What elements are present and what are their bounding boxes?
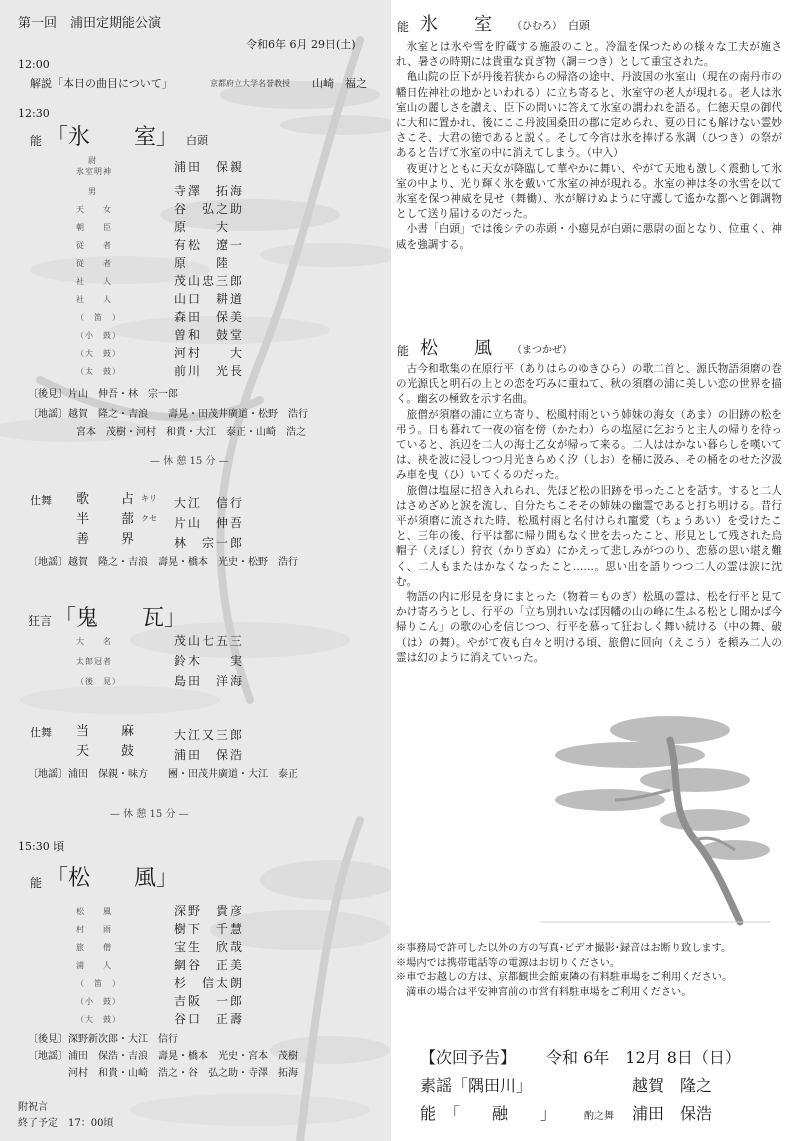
role-label: 大 名 [76,637,112,646]
role-label: 氷室明神 [76,167,112,176]
play1-subtitle: 白頭 [186,134,208,147]
shimai-title: 半 蔀 [76,512,137,527]
time-lecture: 12:00 [18,58,50,71]
desc2-reading: （まつかぜ） [512,345,572,356]
role-label: 尉 [88,156,97,165]
role-label: （小 鼓） [76,331,121,340]
cast-name: 浦田 保浩 [174,748,245,762]
time-play1: 12:30 [18,107,50,120]
lecture-speaker: 山崎 福之 [312,77,367,90]
cast-name: 島田 洋海 [174,674,245,688]
desc2-category: 能 [397,344,410,358]
cast-name: 河村 大 [174,346,245,360]
role-label: 太郎冠者 [76,657,112,666]
desc1-reading: （ひむろ） [512,21,562,32]
role-label: （太 鼓） [76,367,121,376]
paragraph: 古今和歌集の在原行平（ありはらのゆきひら）の歌二首と、源氏物語須磨の巻の光源氏と明石の上との恋を巧みに重ねて、秋の須磨の浦に美しい恋の世界を描く。幽玄の極致を示す名曲。 [396,363,782,406]
shimai2-title: 天 鼓 [76,744,137,759]
cast-name: 谷 弘之助 [174,202,245,216]
cast-name: 有松 遼一 [174,238,245,252]
role-label: 浦 人 [76,961,112,970]
cast-name: 茂山七五三 [174,634,245,648]
shimai2-category: 仕舞 [30,726,52,739]
cast-name: 寺澤 拓海 [174,184,245,198]
play1-title: 「氷 室」 [46,125,179,150]
cast-name: 原 陸 [174,256,231,270]
cast-name: 森田 保美 [174,310,245,324]
next-program-suutai: 素謡「隅田川」 [420,1076,533,1095]
shimai-jiutai: 〔地謡〕越賀 隆之・吉浪 壽晃・橋本 光史・松野 浩行 [28,557,298,568]
pine-tree-illustration [520,700,780,930]
next-program-noh: 能 「 融 」 [420,1104,557,1123]
program-title: 第一回 浦田定期能公演 [18,16,162,31]
play2-category: 能 [30,876,43,890]
shimai-title: 歌 占 [76,492,137,507]
cast-name: 曽和 鼓堂 [174,328,245,342]
role-label: 従 者 [76,241,112,250]
notice-item: ※場内では携帯電話等の電源はお切りください。 [396,957,621,969]
next-performer-2: 浦田 保浩 [632,1104,713,1123]
cast-name: 深野 貴彦 [174,904,245,918]
performance-date: 令和6年 6月 29日(土) [246,38,356,51]
cast-name: 杉 信太朗 [174,976,245,990]
lecture-title: 解説「本日の曲目について」 [30,77,173,90]
shimai-title: 善 界 [76,532,137,547]
shimai-suffix: クセ [141,514,157,523]
cast-name: 谷口 正壽 [174,1012,245,1026]
role-label: 村 雨 [76,925,112,934]
cast-name: 前川 光長 [174,364,245,378]
next-label: 【次回予告】 [420,1048,517,1067]
kyogen-title: 「鬼 瓦」 [54,606,187,631]
paragraph: 物語の内に形見を身にまとった（物着＝ものぎ）松風の霊は、松を行平と見てかけ寄ろうとし、行平の「立ち別れいなば因幡の山の峰に生ふる松とし聞かば今帰りこん」の歌の心を信じつつ、行平を慕って狂おしく舞い続ける（中の舞、破（は）の舞）。やがて夜も白々と明ける頃、旅僧に回向（えこう）を頼み二人の霊は幻のように消えていった。 [396,591,782,664]
role-label: （ 笛 ） [76,313,121,322]
play1-jiutai: 〔地謡〕越賀 隆之・吉浪 壽晃・田茂井廣道・松野 浩行 [28,409,308,420]
cast-name: 山口 耕道 [174,292,245,306]
role-label: 社 人 [76,277,112,286]
time-play2: 15:30 頃 [18,840,65,853]
paragraph: 氷室とは氷や雪を貯蔵する施設のこと。冷温を保つための様々な工夫が施され、暑さの時期には貴重な貢ぎ物（調＝つき）として重宝された。 [396,41,782,69]
cast-name: 原 大 [174,220,231,234]
play2-title: 「松 風」 [46,866,179,891]
desc1-category: 能 [397,20,410,34]
cast-name: 林 宗一郎 [174,536,245,550]
desc1-title: 氷 室 [420,14,492,35]
shimai-category: 仕舞 [30,494,52,507]
break-1: — 休 憩 15 分 — [150,456,229,467]
play2-jiutai: 〔地謡〕浦田 保浩・吉浪 壽晃・橋本 光史・宮本 茂樹 [28,1051,298,1062]
cast-name: 宝生 欣哉 [174,940,245,954]
desc1-subtitle: 白頭 [568,19,590,32]
role-label: 男 [88,187,97,196]
next-date: 令和 6年 12月 8日（日） [546,1048,741,1067]
play1-kouken: 〔後見〕片山 伸吾・林 宗一郎 [28,389,178,400]
shimai-suffix: キリ [141,494,157,503]
break-2: — 休 憩 15 分 — [110,809,189,820]
cast-name: 樹下 千慧 [174,922,245,936]
cast-name: 大江又三郎 [174,728,245,742]
shimai2-jiutai: 〔地謡〕浦田 保親・味方 團・田茂井廣道・大江 泰正 [28,769,298,780]
next-performer-1: 越賀 隆之 [632,1076,713,1095]
notice-item: ※事務局で許可した以外の方の写真･ビデオ撮影･録音はお断り致します。 [396,943,732,954]
paragraph: 夜更けとともに天女が降臨して華やかに舞い、やがて天地も激しく震動して氷室の中より、光り輝く氷を戴いて氷室の神が現れる。氷室の神は冬の氷雪を以て氷室を保つ神威を見せ（舞働）、氷が解けぬように守護して遙かな都へと御調物として送り届けるのだった。 [396,162,782,221]
cast-name: 浦田 保親 [174,160,245,174]
role-label: 松 風 [76,907,112,916]
role-label: （大 鼓） [76,1015,121,1024]
notice-item: 満車の場合は平安神宮前の市営有料駐車場をご利用ください。 [396,986,692,998]
lecture-affiliation: 京都府立大学名誉教授 [210,79,290,88]
paragraph: 旅僧は塩屋に招き入れられ、先ほど松の旧跡を弔ったことを話す。すると二人はさめざめと涙を流し、自分たちこそその姉妹の幽霊であると打ち明ける。昔行平が須磨に流された時、松風村雨と名付けられ寵愛（ちょうあい）を受けたこと、三年の後、行平は都に帰り間もなく世を去ったこと、形見として残された烏帽子（えぼし）狩衣（かりぎぬ）にかえって悲しみがつのり、恋慕の思い堪え難く、二人もまたはかなくなったこと……。思い出を語りつつ二人の霊は涙に沈む。 [396,484,782,588]
kyogen-category: 狂言 [28,614,53,628]
notice-item: ※車でお越しの方は、京都観世会館東隣の有料駐車場をご利用ください。 [396,972,733,983]
role-label: （大 鼓） [76,349,121,358]
role-label: 従 者 [76,259,112,268]
role-label: 朝 臣 [76,223,112,232]
role-label: 旅 僧 [76,943,112,952]
paragraph: 亀山院の臣下が丹後若狭からの帰洛の途中、丹波国の氷室山（現在の南丹市の幡日佐神社の地かといわれる）に立ち寄ると、氷室守の老人が現れる。老人は氷室山の麗しさを讃え、臣下の問いに答えて氷室の謂われを語る。仁徳天皇の御代に大和に置かれ、後にここ丹波国桑田の郡に定められ、夏の日にも解けない霊妙さこそ、大君の徳であると説く。そして今宵は氷を捧げる氷調（ひつき）の祭があると告げて氷室の中に消えてしまう。（中入） [396,71,782,160]
paragraph: 小書「白頭」では後シテの赤頭・小癋見が白頭に悪尉の面となり、位重く、神威を強調する。 [396,223,782,251]
play1-jiutai-2: 宮本 茂樹・河村 和貴・大江 泰正・山崎 浩之 [76,427,306,438]
notice-list [396,942,790,1000]
paragraph: 旅僧が須磨の浦に立ち寄り、松風村雨という姉妹の海女（あま）の旧跡の松を弔う。日も暮れて一夜の宿を傍（かたわ）らの塩屋に乞おうと主人の帰りを待っていると、浜辺を二人の海士乙女が帰って来る。二人ははかない暮らしを嘆いては、袂を波に浸しつつ月光きらめく汐（しお）を桶に汲み、その桶をのせた汐汲み車を曳（ひ）いてくるのだった。 [396,408,782,482]
role-label: （ 笛 ） [76,979,121,988]
play2-jiutai-2: 河村 和貴・山崎 浩之・谷 弘之助・寺澤 拓海 [68,1068,298,1079]
role-label: 天 女 [76,205,112,214]
next-program-subtitle: 酌之舞 [584,1111,614,1122]
desc2-body [396,362,782,666]
cast-name: 大江 信行 [174,496,245,510]
desc2-title: 松 風 [420,338,492,359]
role-label: （小 鼓） [76,997,121,1006]
role-label: 社 人 [76,295,112,304]
shimai2-title: 当 麻 [76,724,137,739]
role-label: （後 見） [76,677,121,686]
program-panel [0,0,391,1141]
cast-name: 吉阪 一郎 [174,994,245,1008]
cast-name: 片山 伸吾 [174,516,245,530]
play1-category: 能 [30,134,43,148]
cast-name: 茂山忠三郎 [174,274,245,288]
desc1-body [396,40,782,253]
play2-kouken: 〔後見〕深野新次郎・大江 信行 [28,1034,178,1045]
cast-name: 鈴木 実 [174,654,245,668]
closing-end-time: 終了予定 17：00頃 [18,1118,114,1129]
closing-shugen: 附祝言 [18,1102,48,1113]
cast-name: 網谷 正美 [174,958,245,972]
